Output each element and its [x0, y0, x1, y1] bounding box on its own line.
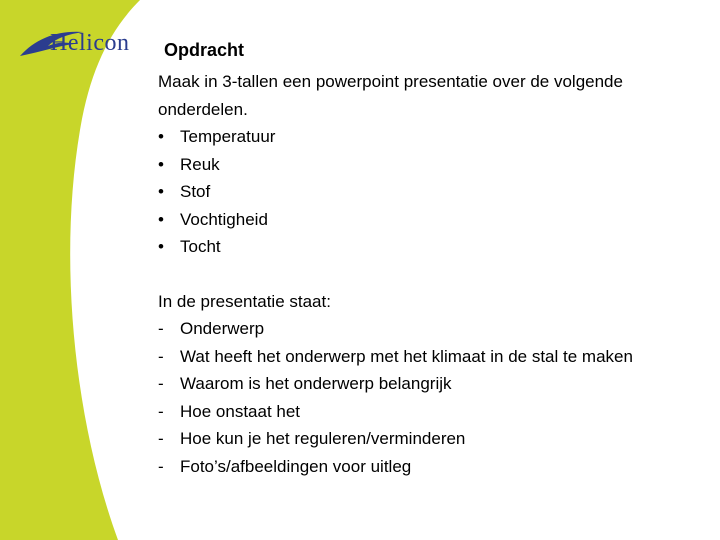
list-item: • Stof [158, 178, 708, 206]
list-item: • Temperatuur [158, 123, 708, 151]
dash-marker: - [158, 456, 164, 476]
slide-body [158, 68, 708, 480]
list-item: - Waarom is het onderwerp belangrijk [158, 370, 708, 398]
logo-text: Helicon [50, 30, 130, 56]
list-item: - Foto’s/afbeeldingen voor uitleg [158, 453, 708, 481]
dash-marker: - [158, 401, 164, 421]
intro-text: Maak in 3-tallen een powerpoint presentatie over de volgende onderdelen. [158, 72, 623, 119]
dash-marker: - [158, 429, 164, 448]
green-swoosh-shape [0, 0, 140, 540]
list-item: - Wat heeft het onderwerp met het klimaat in de stal te maken [158, 343, 708, 371]
list-item: - Onderwerp [158, 315, 708, 343]
bullet-marker: • [158, 127, 164, 146]
bullet-marker: • [158, 154, 164, 174]
bullet-marker: • [158, 209, 164, 229]
topic-list [158, 123, 708, 261]
section-label: In de presentatie staat: [158, 291, 331, 311]
list-item: • Reuk [158, 151, 708, 179]
list-item: - Hoe onstaat het [158, 398, 708, 426]
list-item: • Tocht [158, 233, 708, 261]
dash-marker: - [158, 319, 164, 338]
list-item: • Vochtigheid [158, 206, 708, 234]
bullet-marker: • [158, 182, 164, 201]
slide-title: Opdracht [164, 40, 245, 60]
requirements-list [158, 315, 708, 480]
list-item: - Hoe kun je het reguleren/verminderen [158, 425, 708, 453]
dash-marker: - [158, 374, 164, 393]
dash-marker: - [158, 346, 164, 366]
bullet-marker: • [158, 237, 164, 256]
